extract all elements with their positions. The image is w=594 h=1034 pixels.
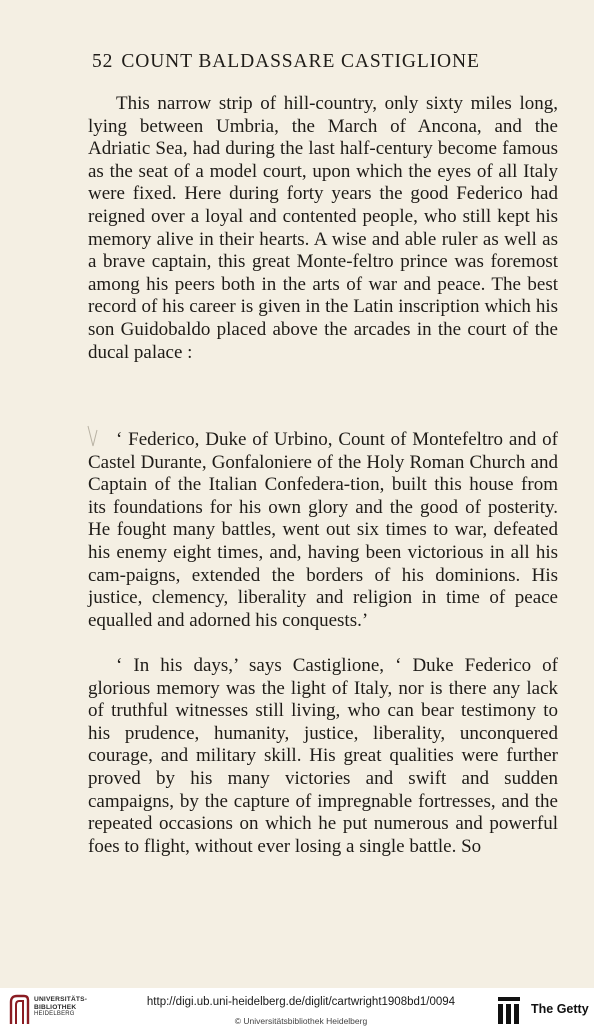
paragraph: ‘ Federico, Duke of Urbino, Count of Montefeltro and of Castel Durante, Gonfaloniere of the Holy Roman Church and Captain of the Italian Confedera-tion, built this house from its foundations for his own glory and the good of posterity. He fought many battles, went out six times to war, defeated his enemy eight times, and, having been victorious in all his cam-paigns, extended the borders of his dominions. His justice, clemency, liberality and religion in time of peace equalled and adorned his conquests.’ [88,429,558,631]
getty-label[interactable]: The Getty [531,1002,589,1016]
copyright-notice: © Universitätsbibliothek Heidelberg [234,1016,368,1026]
getty-logo-icon[interactable] [497,996,521,1026]
running-head [92,50,544,74]
paragraph: ‘ In his days,’ says Castiglione, ‘ Duke Federico of glorious memory was the light of Italy, nor is there any lack of truthful witnesses still living, who can bear testimony to his prudence, humanity, justice, liberality, unconquered courage, and military skill. His great qualities were further proved by his many victories and swift and sudden campaigns, by the capture of impregnable fortresses, and the repeated occasions on which he put numerous and powerful foes to flight, without ever losing a single battle. So [88,655,558,857]
paragraph: This narrow strip of hill-country, only sixty miles long, lying between Umbria, the March of Ancona, and the Adriatic Sea, had during the last half-century become famous as the seat of a model court, upon which the eyes of all Italy were fixed. Here during forty years the good Federico had reigned over a loyal and contented people, who still kept his memory alive in their hearts. A wise and able ruler as well as a brave captain, this great Monte-feltro prince was foremost among his peers both in the arts of war and peace. The best record of his career is given in the Latin inscription which his son Guidobaldo placed above the arcades in the court of the ducal palace : [88,93,558,363]
source-url-link[interactable]: http://digi.ub.uni-heidelberg.de/diglit/cartwright1908bd1/0094 [146,996,456,1008]
page-number: 52 [92,51,114,72]
body-text-block-1 [88,93,558,364]
body-text-block-3 [88,655,558,858]
footer [0,988,594,1034]
library-name: UNIVERSITÄTS- BIBLIOTHEK HEIDELBERG [34,996,88,1018]
running-title: COUNT BALDASSARE CASTIGLIONE [121,51,480,72]
body-text-block-2 [88,429,558,632]
